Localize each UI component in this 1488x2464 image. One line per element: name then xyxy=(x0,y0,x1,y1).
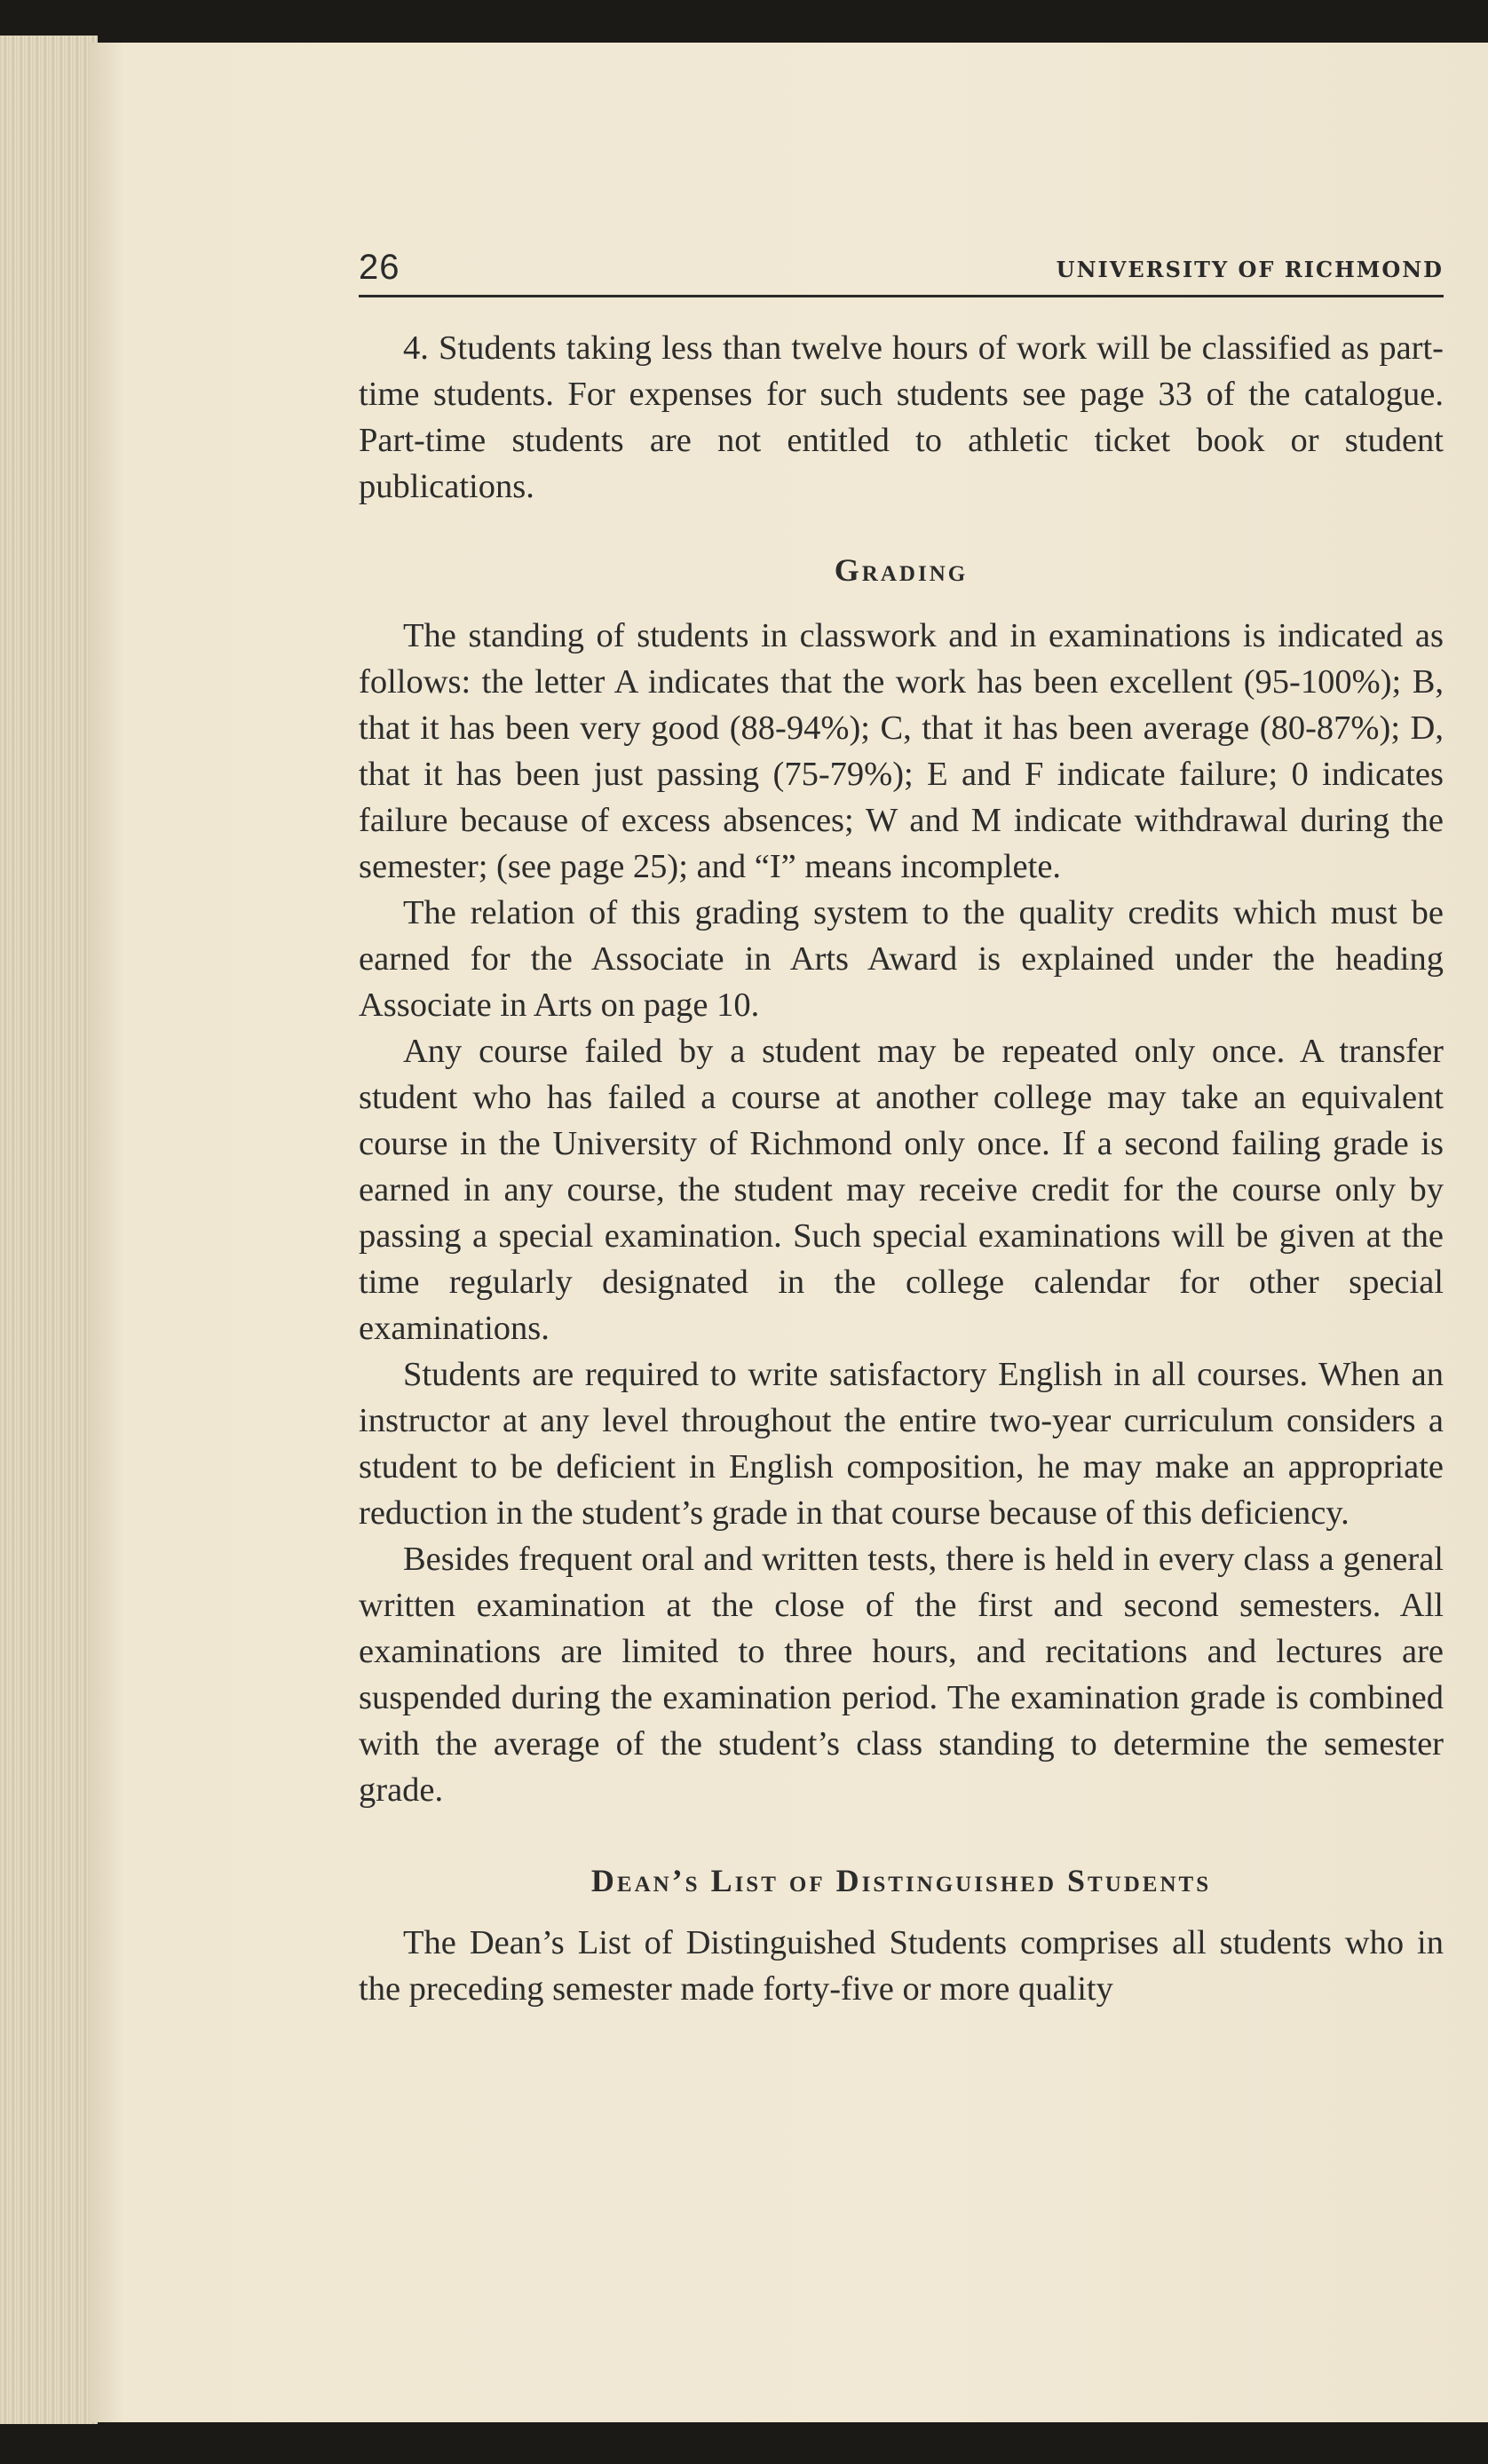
paragraph-examinations: Besides frequent oral and written tests, there is held in every class a general written examination at the close of the first and second semesters. All examinations are limited to three hours, and recitations and lectures are suspended during the examination period. The examination grade is combined with the average of the student’s class standing to determine the semester grade. xyxy=(359,1541,1444,1809)
page-edges xyxy=(0,36,98,2424)
body-text xyxy=(359,325,1444,2012)
page-number: 26 xyxy=(359,248,400,287)
running-head: UNIVERSITY OF RICHMOND xyxy=(1056,257,1444,282)
section-heading-deans-list: Dean’s List of Distinguished Students xyxy=(590,1863,1212,1898)
paragraph-english-requirement: Students are required to write satisfactory English in all courses. When an instructor at any level throughout the entire two-year curriculum considers a student to be deficient in English composition, he may make an appropriate reduction in the student’s grade in that course because of this deficiency. xyxy=(359,1356,1444,1532)
paragraph-repeated-courses: Any course failed by a student may be repeated only once. A transfer student who has failed a course at another college may take an equivalent course in the University of Richmond only once. If a second failing grade is earned in any course, the student may receive credit for the course only by passing a special examination. Such special examinations will be given at the time regularly designated in the college calendar for other special examinations. xyxy=(359,1033,1444,1347)
page-header xyxy=(359,242,1444,297)
section-heading-grading: Grading xyxy=(834,552,969,588)
paragraph-part-time: 4. Students taking less than twelve hours of work will be classified as part-time students. For expenses for such students see page 33 of the catalogue. Part-time students are not entitled to athletic ticket book or student publications. xyxy=(359,329,1444,505)
paragraph-quality-credits: The relation of this grading system to the quality credits which must be earned for the Associate in Arts Award is explained under the heading Associate in Arts on page 10. xyxy=(359,894,1444,1024)
paragraph-grading-scale: The standing of students in classwork and in examinations is indicated as follows: the letter A indicates that the work has been excellent (95-100%); B, that it has been very good (88-94%); C, that it has been average (80-87%); D, that it has been just passing (75-79%); E and F indicate failure; 0 indicates failure because of excess absences; W and M indicate withdrawal during the semester; (see page 25); and “I” means incomplete. xyxy=(359,617,1444,885)
paragraph-deans-list: The Dean’s List of Distinguished Students comprises all students who in the preceding semester made forty-five or more quality xyxy=(359,1924,1444,2008)
